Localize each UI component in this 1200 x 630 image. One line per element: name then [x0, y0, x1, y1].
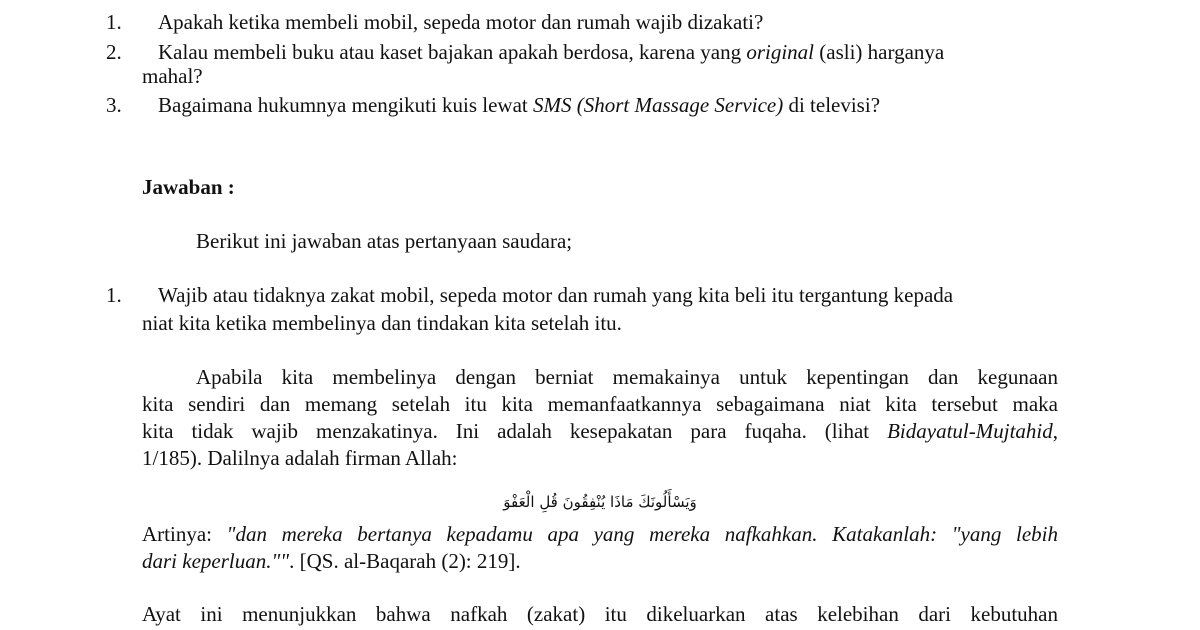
paragraph-line-4: 1/185). Dalilnya adalah firman Allah:	[142, 446, 458, 470]
answer-intro: Berikut ini jawaban atas pertanyaan saudara;	[196, 229, 573, 253]
answer-1-line-2: niat kita ketika membelinya dan tindakan kita setelah itu.	[142, 311, 622, 335]
paragraph-reference-italic: Bidayatul-Mujtahid	[887, 419, 1053, 443]
paragraph-line-3-text: kita tidak wajib menzakatinya. Ini adalah kesepakatan para fuqaha. (lihat	[142, 419, 888, 443]
final-paragraph-line: Ayat ini menunjukkan bahwa nafkah (zakat) itu dikeluarkan atas kelebihan dari kebutuhan	[142, 602, 1058, 626]
question-1-number: 1.	[106, 10, 122, 34]
translation-line-2	[142, 549, 521, 574]
translation-reference: . [QS. al-Baqarah (2): 219].	[289, 549, 521, 573]
paragraph-line-1: Apabila kita membelinya dengan berniat memakainya untuk kepentingan dan kegunaan	[196, 365, 1058, 389]
translation-italic-1: "dan mereka bertanya kepadamu apa yang mereka nafkahkan. Katakanlah: "yang lebih	[226, 522, 1058, 546]
question-3-italic: SMS (Short Massage Service)	[533, 93, 784, 117]
translation-prefix: Artinya:	[142, 522, 227, 546]
question-2-number: 2.	[106, 40, 122, 64]
question-3-number: 3.	[106, 93, 122, 117]
answer-1-number: 1.	[106, 283, 122, 307]
answer-heading: Jawaban :	[142, 175, 235, 199]
arabic-verse: وَيَسْأَلُونَكَ مَاذَا يُنْفِقُونَ قُلِ الْعَفْوَ	[503, 493, 697, 511]
answer-1-line-1: Wajib atau tidaknya zakat mobil, sepeda motor dan rumah yang kita beli itu tergantung kepada	[158, 283, 954, 307]
question-2-italic: original	[746, 40, 815, 64]
question-1-text: Apakah ketika membeli mobil, sepeda motor dan rumah wajib dizakati?	[158, 10, 764, 34]
question-2-text-part: Kalau membeli buku atau kaset bajakan apakah berdosa, karena yang	[158, 40, 747, 64]
question-2-text	[158, 40, 944, 65]
translation-italic-2: dari keperluan.""	[142, 549, 290, 573]
paragraph-line-3	[142, 419, 1058, 444]
question-3-text-part: Bagaimana hukumnya mengikuti kuis lewat	[158, 93, 534, 117]
translation-line-1	[142, 522, 1058, 547]
question-2-continuation: mahal?	[142, 64, 203, 88]
paragraph-line-2: kita sendiri dan memang setelah itu kita memanfaatkannya sebagaimana niat kita tersebut maka	[142, 392, 1058, 416]
question-2-text-part-b: (asli) harganya	[814, 40, 945, 64]
paragraph-line-3-comma: ,	[1052, 419, 1058, 443]
question-3-text	[158, 93, 880, 118]
question-3-text-part-b: di televisi?	[783, 93, 881, 117]
